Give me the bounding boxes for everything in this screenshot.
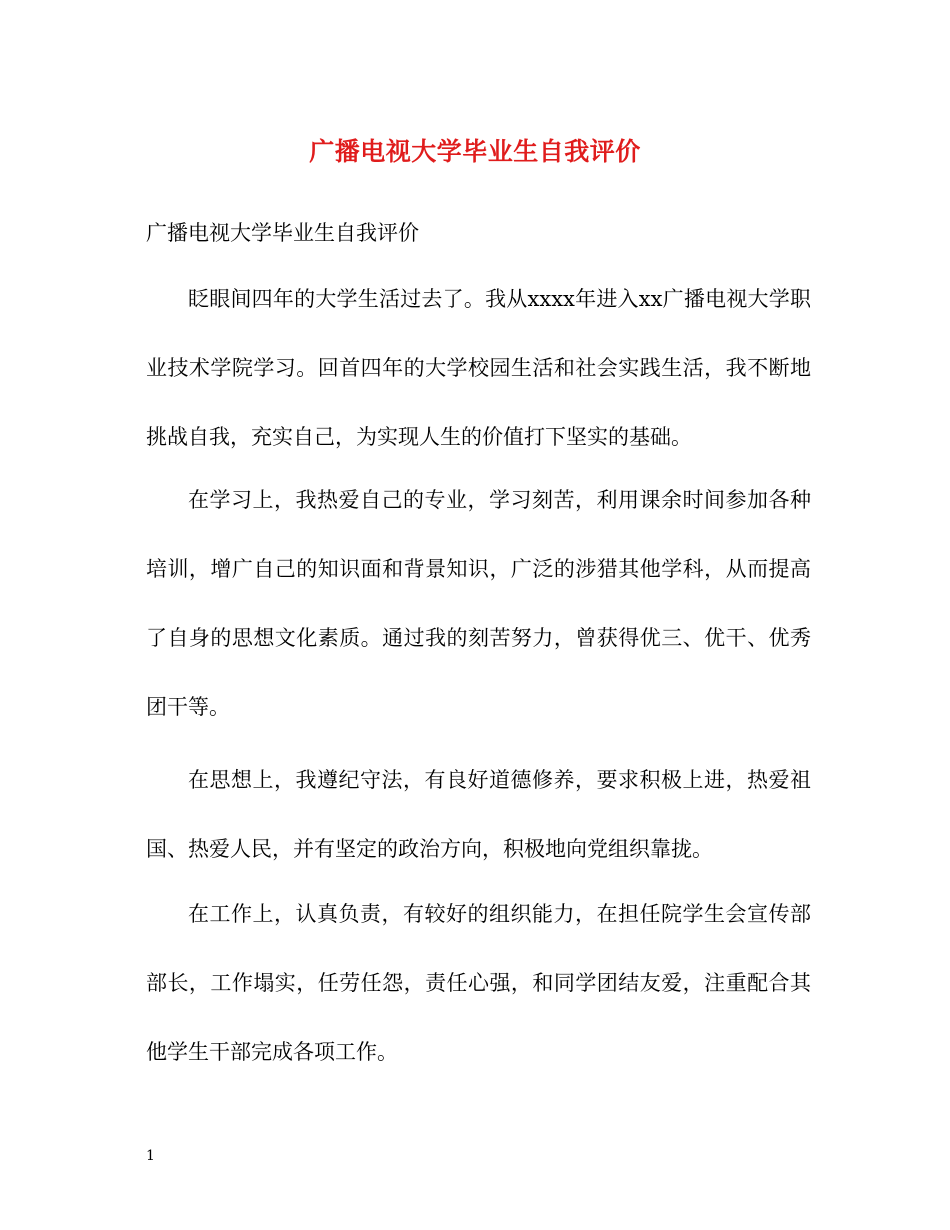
paragraph-study: 在学习上，我热爱自己的专业，学习刻苦，利用课余时间参加各种培训，增广自己的知识面和背景知识，广泛的涉猎其他学科，从而提高了自身的思想文化素质。通过我的刻苦努力，曾获得优三、优干、优秀团干等。 <box>146 488 811 719</box>
paragraph-intro: 眨眼间四年的大学生活过去了。我从xxxx年进入xx广播电视大学职业技术学院学习。回首四年的大学校园生活和社会实践生活，我不断地挑战自我，充实自己，为实现人生的价值打下坚实的基础。 <box>146 287 811 449</box>
page-number: 1 <box>146 1148 155 1164</box>
document-title: 广播电视大学毕业生自我评价 <box>309 137 641 166</box>
paragraph-work: 在工作上，认真负责，有较好的组织能力，在担任院学生会宣传部部长，工作塌实，任劳任怨，责任心强，和同学团结友爱，注重配合其他学生干部完成各项工作。 <box>146 902 811 1064</box>
document-subtitle: 广播电视大学毕业生自我评价 <box>146 221 419 245</box>
paragraph-ideology: 在思想上，我遵纪守法，有良好道德修养，要求积极上进，热爱祖国、热爱人民，并有坚定的政治方向，积极地向党组织靠拢。 <box>146 768 811 861</box>
